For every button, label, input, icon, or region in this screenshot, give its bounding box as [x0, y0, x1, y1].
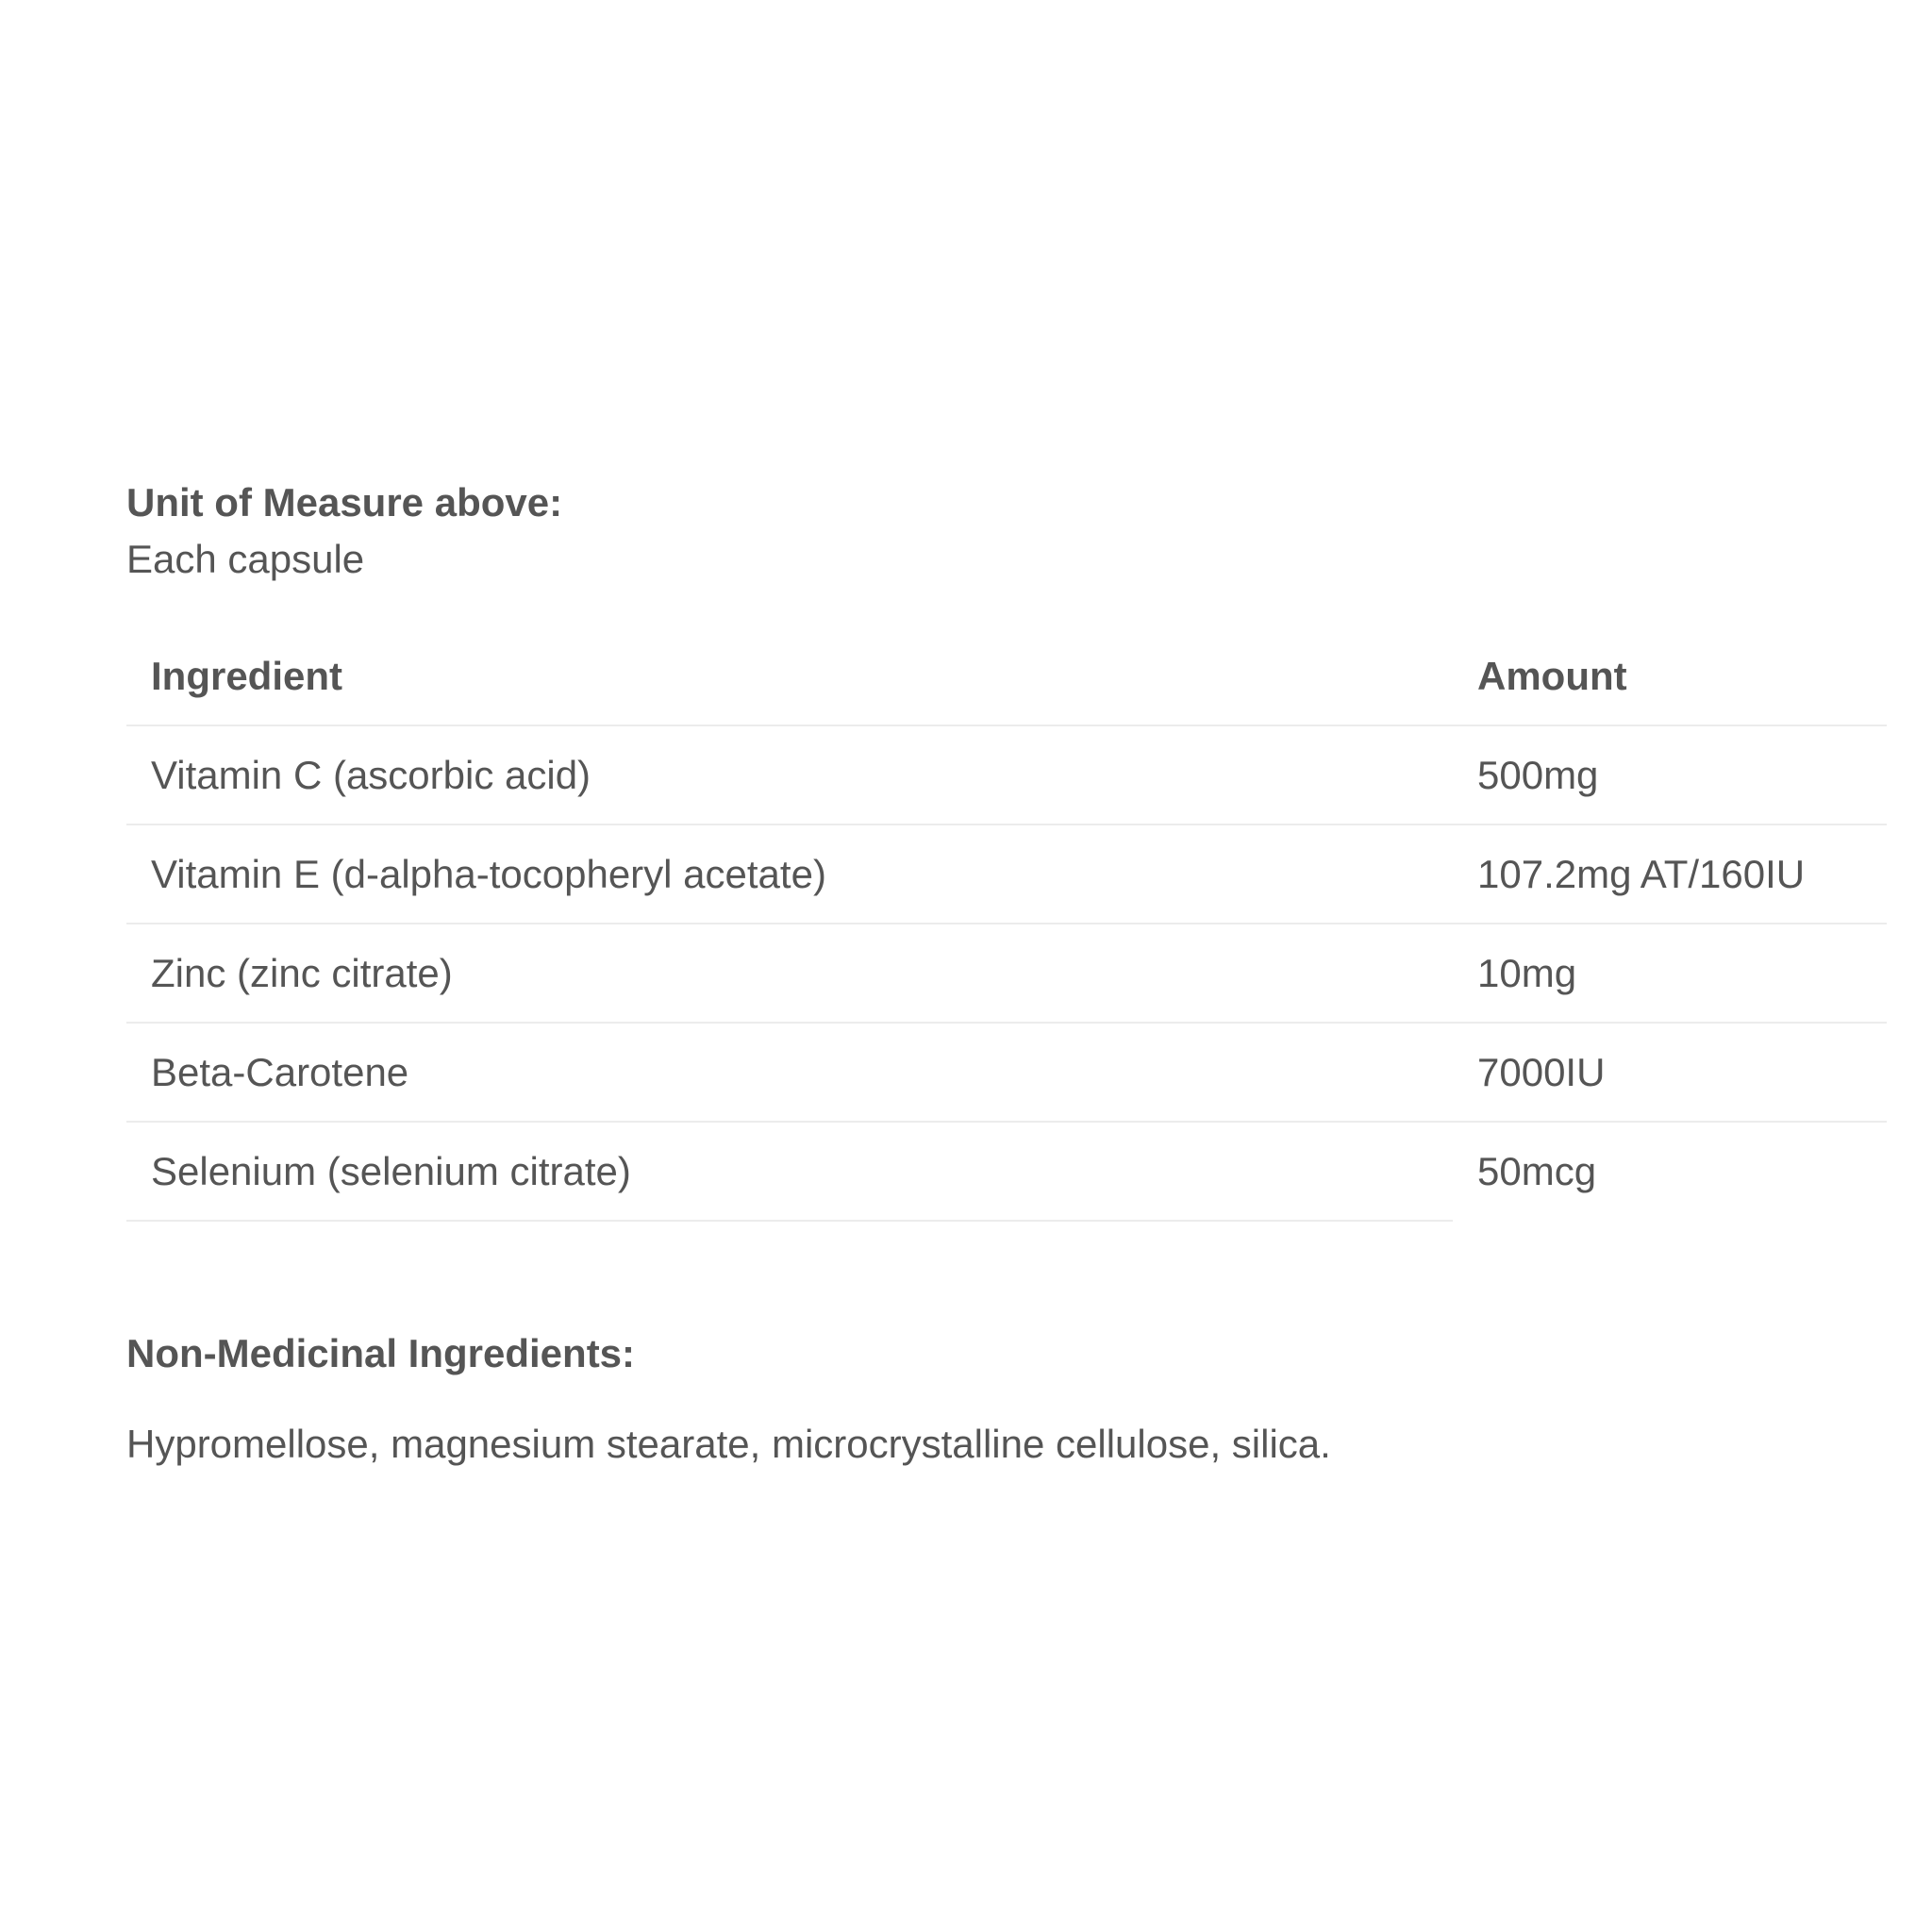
- ingredient-cell: Beta-Carotene: [126, 1023, 1453, 1122]
- amount-cell: 10mg: [1453, 924, 1887, 1023]
- table-row: [126, 824, 1887, 924]
- table-row: [126, 924, 1887, 1023]
- ingredients-table: [126, 627, 1887, 1222]
- table-row: [126, 1122, 1887, 1221]
- amount-cell: 107.2mg AT/160IU: [1453, 824, 1887, 924]
- ingredient-cell: Vitamin C (ascorbic acid): [126, 725, 1453, 824]
- table-row: [126, 725, 1887, 824]
- amount-cell: 7000IU: [1453, 1023, 1887, 1122]
- product-ingredients-section: [126, 476, 1887, 1471]
- amount-column-header: Amount: [1453, 627, 1887, 725]
- unit-of-measure-heading: Unit of Measure above:: [126, 480, 563, 525]
- non-medicinal-heading: Non-Medicinal Ingredients:: [126, 1331, 636, 1375]
- ingredient-column-header: Ingredient: [126, 627, 1453, 725]
- table-row: [126, 1023, 1887, 1122]
- ingredient-cell: Zinc (zinc citrate): [126, 924, 1453, 1023]
- table-header-row: [126, 627, 1887, 725]
- amount-cell: 50mcg: [1477, 1149, 1597, 1193]
- unit-of-measure-value: Each capsule: [126, 537, 365, 581]
- ingredient-cell: Vitamin E (d-alpha-tocopheryl acetate): [126, 824, 1453, 924]
- amount-cell: 500mg: [1453, 725, 1887, 824]
- ingredient-cell: Selenium (selenium citrate): [126, 1122, 1453, 1221]
- non-medicinal-text: Hypromellose, magnesium stearate, microcrystalline cellulose, silica.: [126, 1422, 1331, 1466]
